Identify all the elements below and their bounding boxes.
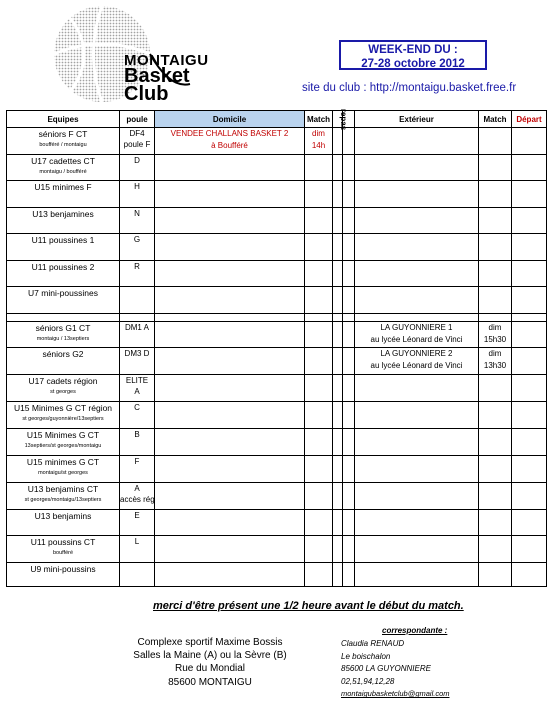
blank-cell — [343, 234, 355, 261]
match-cell — [305, 207, 333, 234]
blank-cell — [343, 374, 355, 401]
match-ext-cell — [479, 374, 512, 401]
header-exterieur: Extérieur — [355, 111, 479, 128]
match-ext-cell — [479, 348, 512, 375]
match-ext-cell — [479, 536, 512, 563]
club-logo — [40, 4, 209, 105]
table-row — [7, 374, 547, 401]
correspondante-label: correspondante : — [382, 626, 448, 635]
poule-value: A — [134, 483, 140, 493]
team-cell — [7, 509, 120, 536]
domicile-cell — [155, 509, 305, 536]
domicile-cell — [155, 348, 305, 375]
team-cell — [7, 482, 120, 509]
poule-value: H — [134, 182, 140, 191]
contact-block — [341, 638, 450, 701]
team-name: U7 mini-poussines — [28, 288, 98, 298]
poule-value: C — [134, 402, 140, 412]
blank-cell — [343, 482, 355, 509]
table-row — [7, 154, 547, 181]
team-cell — [7, 260, 120, 287]
contact-line: 02,51,94,12,28 — [341, 676, 395, 686]
blank-cell — [343, 562, 355, 586]
depart-cell — [512, 207, 547, 234]
separator-cell — [355, 313, 479, 321]
blank-cell — [343, 428, 355, 455]
table-row — [7, 401, 547, 428]
domicile-opponent: VENDEE CHALLANS BASKET 2 — [170, 129, 289, 138]
table-row — [7, 207, 547, 234]
poule-value: ELITE — [125, 375, 149, 385]
match-cell — [305, 455, 333, 482]
separator-cell — [333, 313, 343, 321]
poule-value-2: poule F — [123, 140, 151, 149]
repas-cell — [333, 509, 343, 536]
blank-cell — [343, 181, 355, 208]
domicile-cell — [155, 482, 305, 509]
domicile-cell — [155, 234, 305, 261]
team-name: U15 Minimes G CT — [26, 429, 100, 440]
contact-line: 85600 LA GUYONNIERE — [341, 664, 431, 674]
poule-cell — [120, 374, 155, 401]
team-name: U17 cadettes CT — [31, 155, 95, 166]
blank-cell — [343, 260, 355, 287]
match-cell — [305, 128, 333, 155]
team-name: U15 minimes G CT — [26, 456, 100, 467]
separator-cell — [343, 313, 355, 321]
poule-cell — [120, 260, 155, 287]
depart-cell — [512, 181, 547, 208]
table-row — [7, 181, 547, 208]
header-depart: Départ — [512, 111, 547, 128]
team-name: U13 benjamines — [32, 208, 94, 219]
team-cell — [7, 128, 120, 155]
team-sub: st georges/montaigu/13septiers — [24, 496, 102, 503]
match-cell — [305, 234, 333, 261]
exterieur-cell — [355, 287, 479, 314]
depart-cell — [512, 234, 547, 261]
poule-value: N — [134, 208, 140, 218]
table-row — [7, 482, 547, 509]
repas-cell — [333, 401, 343, 428]
blank-cell — [343, 321, 355, 348]
team-name: U11 poussines 2 — [31, 261, 95, 272]
repas-cell — [333, 260, 343, 287]
match-cell — [305, 287, 333, 314]
header-equipes: Equipes — [7, 111, 120, 128]
poule-value: E — [134, 510, 140, 520]
table-row — [7, 234, 547, 261]
team-name: U17 cadets région — [28, 375, 98, 386]
blank-cell — [343, 401, 355, 428]
exterieur-cell — [355, 181, 479, 208]
team-cell — [7, 234, 120, 261]
team-sub: boufféré — [52, 550, 74, 556]
table-row — [7, 455, 547, 482]
match-ext-cell — [479, 207, 512, 234]
repas-cell — [333, 536, 343, 563]
depart-cell — [512, 455, 547, 482]
team-cell — [7, 348, 120, 375]
exterieur-cell — [355, 428, 479, 455]
team-name: U15 Minimes G CT région — [13, 402, 113, 413]
team-cell — [7, 428, 120, 455]
poule-value: DF4 — [129, 129, 145, 138]
match-ext-cell — [479, 287, 512, 314]
team-name: U11 poussins CT — [30, 537, 96, 547]
table-row — [7, 562, 547, 586]
section-separator — [7, 313, 547, 321]
table-row — [7, 536, 547, 563]
repas-cell — [333, 482, 343, 509]
exterieur-cell — [355, 234, 479, 261]
poule-cell — [120, 128, 155, 155]
team-cell — [7, 181, 120, 208]
match-cell — [305, 428, 333, 455]
repas-cell — [333, 428, 343, 455]
exterieur-venue: au lycée Léonard de Vinci — [370, 361, 463, 370]
depart-cell — [512, 482, 547, 509]
match-ext-time: 15h30 — [483, 334, 507, 344]
match-ext-cell — [479, 234, 512, 261]
team-name: U9 mini-poussins — [30, 563, 96, 574]
exterieur-opponent: LA GUYONNIERE 2 — [380, 349, 453, 358]
repas-cell — [333, 455, 343, 482]
team-sub: st georges — [50, 388, 76, 395]
team-sub: 13septiers/st georges/montaigu — [24, 442, 102, 449]
poule-value: DM1 A — [124, 322, 149, 332]
blank-cell — [343, 536, 355, 563]
separator-cell — [512, 313, 547, 321]
depart-cell — [512, 128, 547, 155]
depart-cell — [512, 260, 547, 287]
exterieur-cell — [355, 374, 479, 401]
domicile-cell — [155, 321, 305, 348]
header-repas — [333, 108, 349, 130]
separator-cell — [120, 313, 155, 321]
team-sub: montaigu/st georges — [38, 469, 88, 476]
team-name: U15 minimes F — [34, 182, 92, 192]
match-ext-day: dim — [488, 349, 502, 358]
arrival-notice: merci d'être présent une 1/2 heure avant le début du match. — [153, 600, 464, 612]
team-name: U11 poussines 1 — [31, 235, 95, 245]
repas-cell — [333, 207, 343, 234]
team-cell — [7, 455, 120, 482]
exterieur-cell — [355, 321, 479, 348]
poule-cell — [120, 482, 155, 509]
table-row — [7, 287, 547, 314]
blank-cell — [343, 348, 355, 375]
header-match: Match — [305, 111, 333, 128]
poule-cell — [120, 207, 155, 234]
match-cell — [305, 260, 333, 287]
match-cell — [305, 401, 333, 428]
exterieur-opponent: LA GUYONNIERE 1 — [380, 322, 453, 332]
team-cell — [7, 287, 120, 314]
exterieur-cell — [355, 260, 479, 287]
domicile-cell — [155, 401, 305, 428]
exterieur-venue: au lycée Léonard de Vinci — [370, 334, 463, 344]
poule-cell — [120, 401, 155, 428]
header-match-ext: Match — [479, 111, 512, 128]
match-cell — [305, 482, 333, 509]
logo-text-montaigu: MONTAIGU — [124, 52, 209, 69]
repas-cell — [333, 154, 343, 181]
match-ext-cell — [479, 428, 512, 455]
schedule-table — [6, 110, 547, 587]
domicile-cell — [155, 455, 305, 482]
match-day: dim — [312, 129, 325, 138]
blank-cell — [343, 509, 355, 536]
header-repas-text: repas — [339, 108, 349, 130]
exterieur-cell — [355, 536, 479, 563]
separator-cell — [155, 313, 305, 321]
exterieur-cell — [355, 401, 479, 428]
poule-value-2: accès rég — [120, 494, 155, 504]
match-ext-cell — [479, 321, 512, 348]
exterieur-cell — [355, 455, 479, 482]
depart-cell — [512, 321, 547, 348]
domicile-cell — [155, 536, 305, 563]
team-sub: montaigu / boufféré — [39, 168, 87, 175]
team-sub: montaigu / 13septiers — [36, 335, 90, 342]
address-line: Salles la Maine (A) ou la Sèvre (B) — [133, 650, 287, 662]
depart-cell — [512, 509, 547, 536]
depart-cell — [512, 348, 547, 375]
exterieur-cell — [355, 154, 479, 181]
match-cell — [305, 374, 333, 401]
match-ext-cell — [479, 128, 512, 155]
repas-cell — [333, 562, 343, 586]
domicile-cell — [155, 287, 305, 314]
poule-value: D — [134, 155, 140, 165]
logo-text-basket: Basket — [124, 65, 190, 87]
exterieur-cell — [355, 128, 479, 155]
poule-value: G — [133, 235, 141, 244]
table-row — [7, 321, 547, 348]
match-ext-cell — [479, 401, 512, 428]
club-site-link[interactable]: site du club : http://montaigu.basket.free.fr — [302, 82, 517, 94]
repas-cell — [333, 181, 343, 208]
exterieur-cell — [355, 562, 479, 586]
match-cell — [305, 154, 333, 181]
poule-cell — [120, 348, 155, 375]
team-name: séniors F CT — [38, 129, 88, 139]
team-name: U13 benjamins CT — [27, 483, 99, 494]
repas-cell — [333, 374, 343, 401]
match-cell — [305, 181, 333, 208]
domicile-cell — [155, 128, 305, 155]
address-line: Rue du Mondial — [174, 663, 246, 675]
poule-value-2: A — [134, 386, 140, 396]
contact-line: Claudia RENAUD — [341, 639, 405, 648]
domicile-cell — [155, 374, 305, 401]
poule-cell — [120, 562, 155, 586]
poule-cell — [120, 234, 155, 261]
weekend-box — [339, 40, 487, 70]
match-ext-cell — [479, 260, 512, 287]
table-row — [7, 260, 547, 287]
match-cell — [305, 321, 333, 348]
poule-cell — [120, 181, 155, 208]
address-line: Complexe sportif Maxime Bossis — [137, 637, 283, 648]
match-time: 14h — [311, 141, 326, 150]
repas-cell — [333, 348, 343, 375]
match-ext-day: dim — [488, 322, 502, 332]
team-name: séniors G2 — [42, 349, 84, 359]
team-cell — [7, 401, 120, 428]
exterieur-cell — [355, 509, 479, 536]
venue-address — [130, 636, 290, 689]
domicile-cell — [155, 428, 305, 455]
team-cell — [7, 207, 120, 234]
poule-cell — [120, 536, 155, 563]
blank-cell — [343, 287, 355, 314]
match-ext-cell — [479, 482, 512, 509]
table-row — [7, 128, 547, 155]
poule-cell — [120, 509, 155, 536]
repas-cell — [333, 234, 343, 261]
domicile-cell — [155, 207, 305, 234]
header-domicile: Domicile — [155, 111, 305, 128]
match-ext-cell — [479, 455, 512, 482]
table-row — [7, 428, 547, 455]
depart-cell — [512, 154, 547, 181]
poule-value: R — [134, 261, 140, 271]
domicile-cell — [155, 260, 305, 287]
blank-cell — [343, 455, 355, 482]
poule-cell — [120, 287, 155, 314]
match-ext-time: 13h30 — [483, 361, 507, 370]
team-name: U13 benjamins — [34, 510, 92, 521]
domicile-cell — [155, 154, 305, 181]
table-row — [7, 348, 547, 375]
address-line: 85600 MONTAIGU — [168, 676, 252, 688]
blank-cell — [343, 207, 355, 234]
poule-value: DM3 D — [124, 349, 150, 358]
separator-cell — [7, 313, 120, 321]
match-cell — [305, 509, 333, 536]
match-cell — [305, 562, 333, 586]
exterieur-cell — [355, 348, 479, 375]
team-cell — [7, 562, 120, 586]
weekend-dates: 27-28 octobre 2012 — [361, 58, 465, 70]
poule-value: B — [134, 429, 140, 439]
header-poule: poule — [120, 111, 155, 128]
team-cell — [7, 154, 120, 181]
team-cell — [7, 536, 120, 563]
team-name: séniors G1 CT — [35, 322, 91, 333]
poule-cell — [120, 455, 155, 482]
poule-value: F — [134, 456, 140, 466]
blank-cell — [343, 154, 355, 181]
contact-line: Le boischalon — [341, 651, 391, 661]
depart-cell — [512, 401, 547, 428]
table-row — [7, 509, 547, 536]
match-cell — [305, 348, 333, 375]
match-ext-cell — [479, 509, 512, 536]
contact-email-link[interactable]: montaigubasketclub@gmail.com — [341, 689, 450, 699]
separator-cell — [479, 313, 512, 321]
domicile-cell — [155, 181, 305, 208]
team-sub: st georges/guyonnière/13septiers — [22, 415, 104, 422]
repas-cell — [333, 287, 343, 314]
depart-cell — [512, 562, 547, 586]
match-ext-cell — [479, 562, 512, 586]
depart-cell — [512, 536, 547, 563]
exterieur-cell — [355, 482, 479, 509]
team-cell — [7, 374, 120, 401]
depart-cell — [512, 428, 547, 455]
team-sub: boufféré / montaigu — [39, 142, 87, 148]
poule-cell — [120, 154, 155, 181]
domicile-cell — [155, 562, 305, 586]
poule-value: L — [134, 537, 140, 546]
logo-text-club: Club — [124, 83, 169, 105]
exterieur-cell — [355, 207, 479, 234]
match-cell — [305, 536, 333, 563]
weekend-label: WEEK-END DU : — [368, 44, 458, 56]
depart-cell — [512, 374, 547, 401]
separator-cell — [305, 313, 333, 321]
repas-cell — [333, 128, 343, 155]
match-ext-cell — [479, 154, 512, 181]
depart-cell — [512, 287, 547, 314]
poule-cell — [120, 428, 155, 455]
repas-cell — [333, 321, 343, 348]
team-cell — [7, 321, 120, 348]
blank-cell — [343, 128, 355, 155]
domicile-venue: à Boufféré — [211, 141, 248, 150]
match-ext-cell — [479, 181, 512, 208]
poule-cell — [120, 321, 155, 348]
